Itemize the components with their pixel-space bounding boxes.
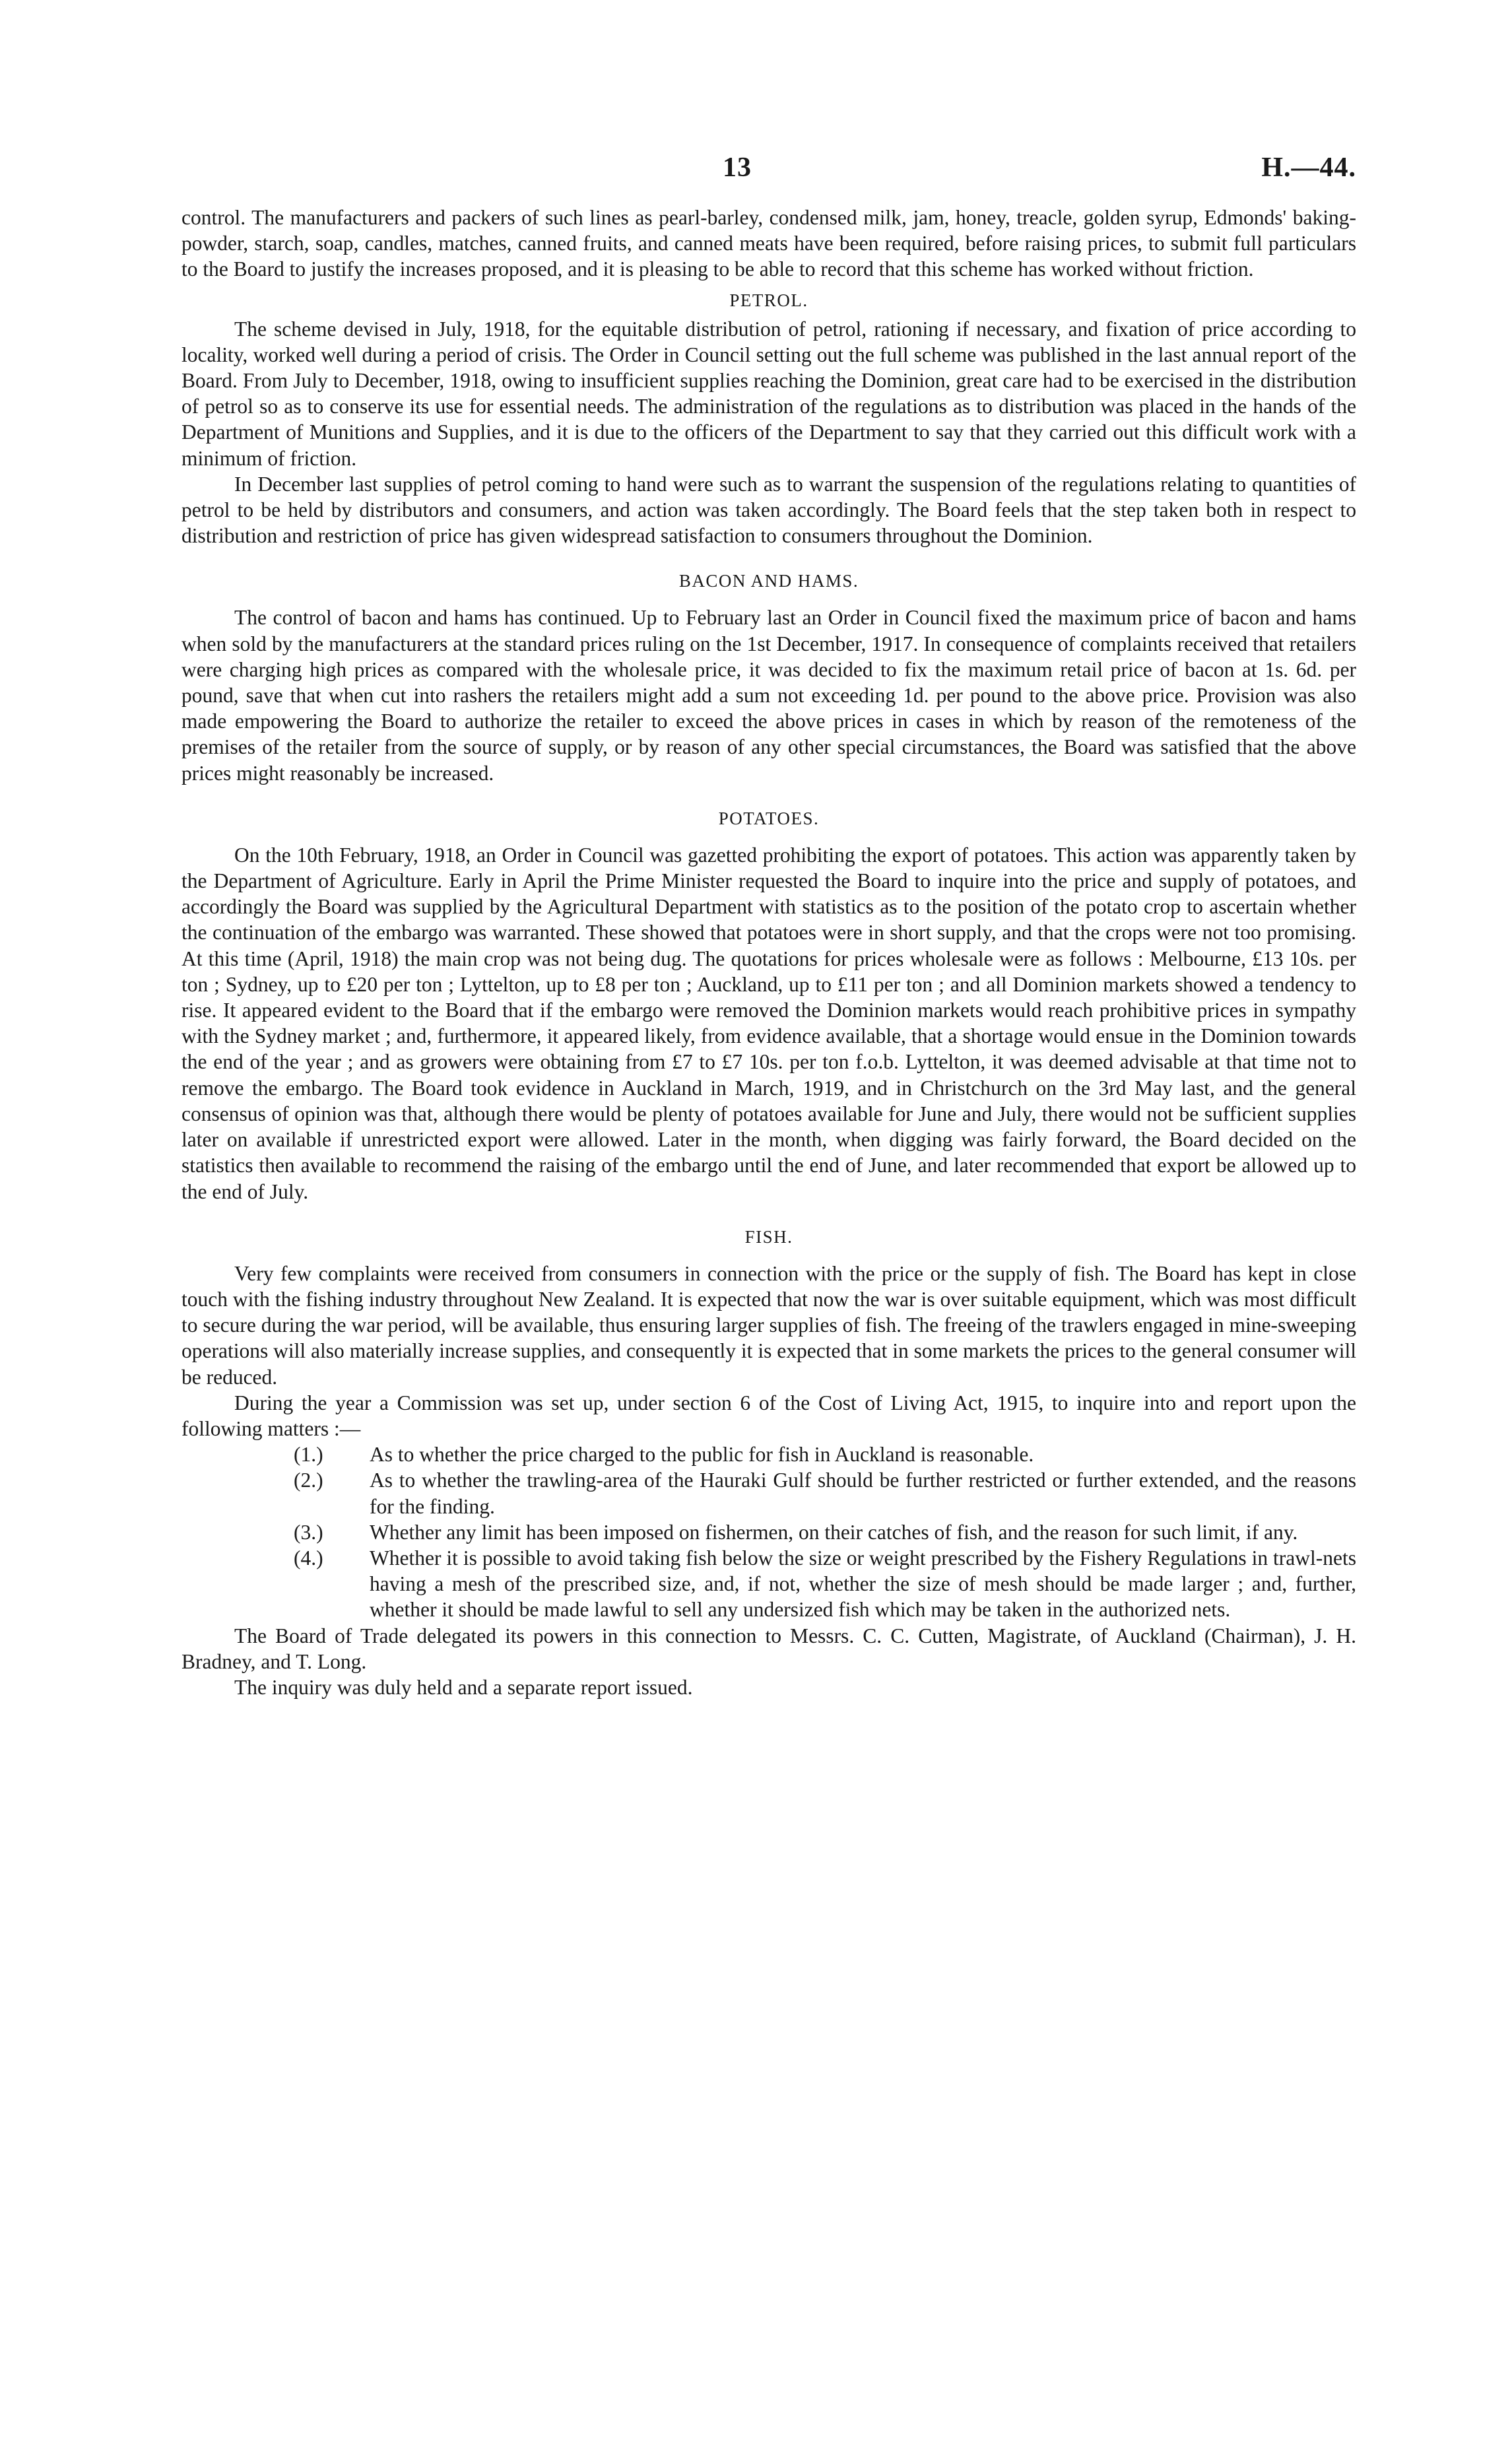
- list-item: [181, 1519, 1356, 1545]
- section-fish: [181, 1224, 1356, 1700]
- list-item: [181, 1467, 1356, 1519]
- paragraph: The scheme devised in July, 1918, for the equitable distribution of petrol, rationing if necessary, and fixation of price according to locality, worked well during a period of crisis. The Order in Council setting out the full scheme was published in the last annual report of the Board. From July to December, 1918, owing to insufficient supplies reaching the Dominion, great care had to be exercised in the distribution of petrol so as to conserve its use for essential needs. The administration of the regulations as to distribution was placed in the hands of the Department of Munitions and Supplies, and it is due to the officers of the Department to say that they carried out this difficult work with a minimum of friction.: [181, 317, 1356, 470]
- list-item-text: Whether any limit has been imposed on fishermen, on their catches of fish, and the reason for such limit, if any.: [370, 1520, 1298, 1544]
- list-item-number: (1.): [294, 1443, 323, 1467]
- list-item: [181, 1441, 1356, 1467]
- document-page: [181, 152, 1356, 1700]
- paragraph: Very few complaints were received from consumers in connection with the price or the supply of fish. The Board has kept in close touch with the fishing industry throughout New Zealand. It is expected that now the war is over suitable equipment, which was most difficult to secure during the war period, will be available, thus ensuring larger supplies of fish. The freeing of the trawlers engaged in mine-sweeping operations will also materially increase supplies, and consequently it is expected that in some markets the prices to the general consumer will be reduced.: [181, 1261, 1356, 1389]
- paragraph: The control of bacon and hams has continued. Up to February last an Order in Council fixed the maximum price of bacon and hams when sold by the manufacturers at the standard prices ruling on the 1st December, 1917. In consequence of complaints received that retailers were charging high prices as compared with the wholesale price, it was decided to fix the maximum retail price of bacon at 1s. 6d. per pound, save that when cut into rashers the retailers might add a sum not exceeding 1d. per pound to the above price. Provision was also made empowering the Board to authorize the retailer to exceed the above prices in cases in which by reason of the remoteness of the premises of the retailer from the source of supply, or by reason of any other special circumstances, the Board was satisfied that the above prices might reasonably be increased.: [181, 606, 1356, 785]
- list-item-text: As to whether the trawling-area of the Hauraki Gulf should be further restricted or further extended, and the reasons for the finding.: [370, 1469, 1356, 1518]
- list-item-text: Whether it is possible to avoid taking fish below the size or weight prescribed by the Fishery Regulations in trawl-nets having a mesh of the prescribed size, and, if not, whether the size of mesh should be made larger ; and, further, whether it should be made lawful to sell any undersized fish which may be taken in the authorized nets.: [370, 1546, 1356, 1622]
- document-reference: H.—44.: [1261, 152, 1356, 183]
- paragraph: In December last supplies of petrol coming to hand were such as to warrant the suspension of the regulations relating to quantities of petrol to be held by distributors and consumers, and action was taken accordingly. The Board feels that the step taken both in respect to distribution and restriction of price has given widespread satisfaction to consumers throughout the Dominion.: [181, 472, 1356, 548]
- heading-petrol: PETROL.: [729, 290, 808, 310]
- list-item-text: As to whether the price charged to the public for fish in Auckland is reasonable.: [370, 1443, 1034, 1467]
- paragraph: On the 10th February, 1918, an Order in Council was gazetted prohibiting the export of potatoes. This action was apparently taken by the Department of Agriculture. Early in April the Prime Minister requested the Board to inquire into the price and supply of potatoes, and accordingly the Board was supplied by the Agricultural Department with statistics as to the position of the potato crop to ascertain whether the continuation of the embargo was warranted. These showed that potatoes were in short supply, and that the crops were not too promising. At this time (April, 1918) the main crop was not being dug. The quotations for prices wholesale were as follows : Melbourne, £13 10s. per ton ; Sydney, up to £20 per ton ; Lyttelton, up to £8 per ton ; Auckland, up to £11 per ton ; and all Dominion markets showed a tendency to rise. It appeared evident to the Board that if the embargo were removed the Dominion markets would reach prohibitive prices in sympathy with the Sydney market ; and, furthermore, it appeared likely, from evidence available, that a shortage would ensue in the Dominion towards the end of the year ; and as growers were obtaining from £7 to £7 10s. per ton f.o.b. Lyttelton, it was deemed advisable at that time not to remove the embargo. The Board took evidence in Auckland in March, 1919, and in Christchurch on the 3rd May last, and the general consensus of opinion was that, although there would be plenty of potatoes available for June and July, there would not be sufficient supplies later on available if unrestricted export were allowed. Later in the month, when digging was fairly forward, the Board decided on the statistics then available to recommend the raising of the embargo until the end of June, and later recommended that export be allowed up to the end of July.: [181, 843, 1356, 1203]
- section-potatoes: [181, 806, 1356, 1205]
- list-item-number: (3.): [294, 1520, 323, 1544]
- section-petrol: [181, 288, 1356, 549]
- list-item: [181, 1545, 1356, 1623]
- heading-fish: FISH.: [744, 1226, 793, 1247]
- list-item-number: (4.): [294, 1546, 323, 1570]
- page-header: [181, 152, 1356, 205]
- heading-bacon-and-hams: BACON AND HAMS.: [678, 571, 859, 591]
- page-number: 13: [723, 152, 752, 183]
- section-bacon-and-hams: [181, 568, 1356, 785]
- list-item-number: (2.): [294, 1469, 323, 1492]
- paragraph: During the year a Commission was set up, under section 6 of the Cost of Living Act, 1915, to inquire into and report upon the following matters :—: [181, 1391, 1356, 1440]
- commission-matters-list: [181, 1441, 1356, 1622]
- paragraph: The Board of Trade delegated its powers in this connection to Messrs. C. C. Cutten, Magistrate, of Auckland (Chairman), J. H. Bradney, and T. Long.: [181, 1624, 1356, 1673]
- heading-potatoes: POTATOES.: [718, 808, 820, 828]
- paragraph: The inquiry was duly held and a separate report issued.: [234, 1675, 693, 1699]
- intro-paragraph: control. The manufacturers and packers of such lines as pearl-barley, condensed milk, jam, honey, treacle, golden syrup, Edmonds' baking-powder, starch, soap, candles, matches, canned fruits, and canned meats have been required, before raising prices, to submit full particulars to the Board to justify the increases proposed, and it is pleasing to be able to record that this scheme has worked without friction.: [181, 206, 1356, 281]
